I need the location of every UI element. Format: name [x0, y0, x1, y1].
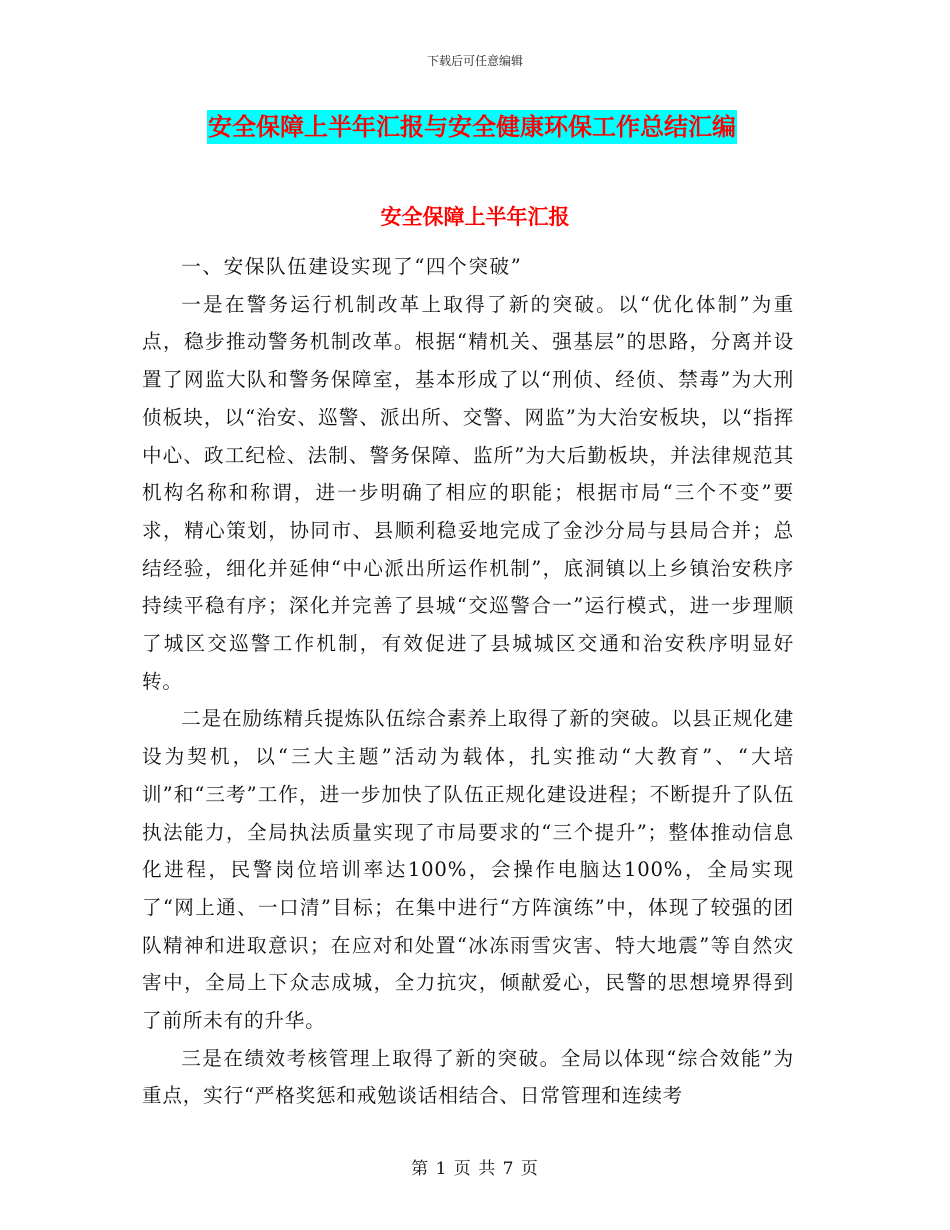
- paragraph: 二是在励练精兵提炼队伍综合素养上取得了新的突破。以县正规化建设为契机，以“三大主题”活动为载体，扎实推动“大教育”、“大培训”和“三考”工作，进一步加快了队伍正规化建设进程；不断提升了队伍执法能力，全局执法质量实现了市局要求的“三个提升”；整体推动信息化进程，民警岗位培训率达100%，会操作电脑达100%，全局实现了“网上通、一口清”目标；在集中进行“方阵演练”中，体现了较强的团队精神和进取意识；在应对和处置“冰冻雨雪灾害、特大地震”等自然灾害中，全局上下众志成城，全力抗灾，倾献爱心，民警的思想境界得到了前所未有的升华。: [142, 707, 794, 1033]
- paragraph: 三是在绩效考核管理上取得了新的突破。全局以体现“综合效能”为重点，实行“严格奖惩和戒勉谈话相结合、日常管理和连续考: [142, 1046, 794, 1108]
- page-number-footer: 第 1 页 共 7 页: [411, 1159, 539, 1179]
- section-title: 安全保障上半年汇报: [380, 205, 570, 229]
- document-title: 安全保障上半年汇报与安全健康环保工作总结汇编: [207, 110, 737, 144]
- document-title-container: [207, 110, 737, 144]
- page-header-note: 下载后可任意编辑: [426, 54, 523, 68]
- paragraph: 一是在警务运行机制改革上取得了新的突破。以“优化体制”为重点，稳步推动警务机制改革。根据“精机关、强基层”的思路，分离并设置了网监大队和警务保障室，基本形成了以“刑侦、经侦、禁毒”为大刑侦板块，以“治安、巡警、派出所、交警、网监”为大治安板块，以“指挥中心、政工纪检、法制、警务保障、监所”为大后勤板块，并法律规范其机构名称和称谓，进一步明确了相应的职能；根据市局“三个不变”要求，精心策划，协同市、县顺利稳妥地完成了金沙分局与县局合并；总结经验，细化并延伸“中心派出所运作机制”，底洞镇以上乡镇治安秩序持续平稳有序；深化并完善了县城“交巡警合一”运行模式，进一步理顺了城区交巡警工作机制，有效促进了县城城区交通和治安秩序明显好转。: [142, 292, 794, 693]
- paragraph-heading: 一、安保队伍建设实现了“四个突破”: [181, 255, 523, 278]
- document-body: [142, 248, 794, 1115]
